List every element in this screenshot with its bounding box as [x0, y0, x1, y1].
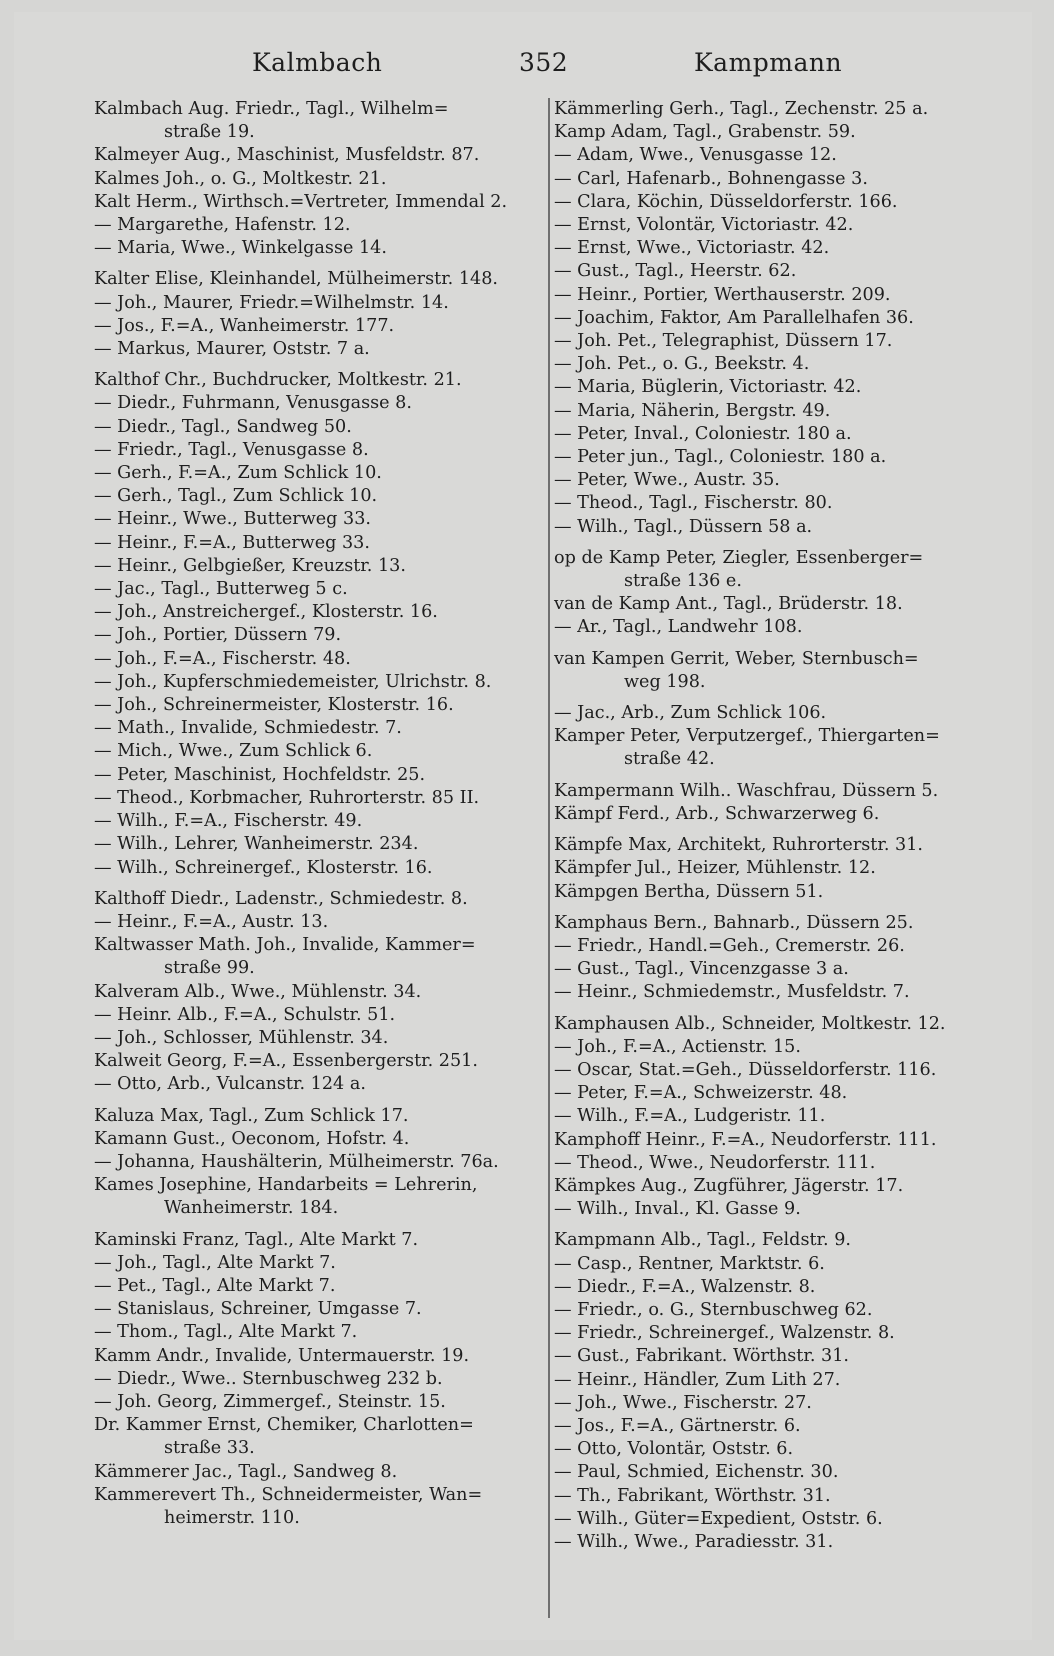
directory-entry: Kämmerer Jac., Tagl., Sandweg 8.	[94, 1461, 398, 1482]
right-column	[554, 98, 984, 1554]
directory-entry: van Kampen Gerrit, Weber, Sternbusch=	[554, 648, 919, 669]
directory-entry: — Joh. Pet., Telegraphist, Düssern 17.	[554, 331, 893, 352]
directory-entry: — Ernst, Wwe., Victoriastr. 42.	[554, 238, 830, 259]
directory-entry: — Thom., Tagl., Alte Markt 7.	[94, 1322, 358, 1343]
header-right-keyword: Kampmann	[694, 48, 843, 77]
directory-entry: — Th., Fabrikant, Wörthstr. 31.	[554, 1485, 831, 1506]
directory-entry: — Peter jun., Tagl., Coloniestr. 180 a.	[554, 447, 887, 468]
directory-entry: — Gust., Tagl., Heerstr. 62.	[554, 261, 797, 282]
directory-entry: — Peter, F.=A., Schweizerstr. 48.	[554, 1083, 848, 1104]
directory-entry: — Theod., Wwe., Neudorferstr. 111.	[554, 1152, 876, 1173]
directory-entry: Kampmann Alb., Tagl., Feldstr. 9.	[554, 1230, 851, 1251]
directory-entry: Kämpkes Aug., Zugführer, Jägerstr. 17.	[554, 1175, 904, 1196]
directory-entry: Kalter Elise, Kleinhandel, Mülheimerstr. 148.	[94, 269, 499, 290]
page-header	[14, 40, 1032, 80]
column-divider	[548, 98, 550, 1618]
directory-entry: — Heinr., Händler, Zum Lith 27.	[554, 1369, 841, 1390]
directory-entry: — Carl, Hafenarb., Bohnengasse 3.	[554, 168, 868, 189]
directory-entry: Kamp Adam, Tagl., Grabenstr. 59.	[554, 122, 856, 143]
directory-entry: — Clara, Köchin, Düsseldorferstr. 166.	[554, 191, 898, 212]
directory-entry-continuation: straße 19.	[164, 122, 255, 143]
directory-entry: — Diedr., Fuhrmann, Venusgasse 8.	[94, 393, 412, 414]
directory-entry: — Heinr., F.=A., Austr. 13.	[94, 911, 329, 932]
directory-entry: Kalweit Georg, F.=A., Essenbergerstr. 251.	[94, 1051, 478, 1072]
directory-entry: — Wilh., F.=A., Ludgeristr. 11.	[554, 1106, 826, 1127]
directory-entry: — Wilh., Güter=Expedient, Oststr. 6.	[554, 1508, 883, 1529]
directory-entry: — Casp., Rentner, Marktstr. 6.	[554, 1253, 825, 1274]
directory-entry: — Heinr., F.=A., Butterweg 33.	[94, 532, 370, 553]
directory-entry: — Joh., Kupferschmiedemeister, Ulrichstr. 8.	[94, 671, 492, 692]
directory-entry: Kamphausen Alb., Schneider, Moltkestr. 12.	[554, 1013, 946, 1034]
directory-entry: — Joh. Georg, Zimmergef., Steinstr. 15.	[94, 1391, 446, 1412]
directory-entry: — Joh., F.=A., Actienstr. 15.	[554, 1036, 801, 1057]
directory-entry: — Wilh., Wwe., Paradiesstr. 31.	[554, 1531, 834, 1552]
directory-entry: — Wilh., Inval., Kl. Gasse 9.	[554, 1199, 801, 1220]
directory-entry: — Heinr. Alb., F.=A., Schulstr. 51.	[94, 1004, 396, 1025]
directory-entry: — Joachim, Faktor, Am Parallelhafen 36.	[554, 307, 914, 328]
directory-entry: Kalthof Chr., Buchdrucker, Moltkestr. 21.	[94, 370, 462, 391]
directory-entry: Kalmeyer Aug., Maschinist, Musfeldstr. 87.	[94, 145, 480, 166]
directory-entry: — Ar., Tagl., Landwehr 108.	[554, 617, 803, 638]
directory-entry: Kalt Herm., Wirthsch.=Vertreter, Immendal 2.	[94, 191, 508, 212]
directory-entry: Dr. Kammer Ernst, Chemiker, Charlotten=	[94, 1415, 474, 1436]
directory-entry: — Peter, Wwe., Austr. 35.	[554, 470, 780, 491]
header-left-keyword: Kalmbach	[252, 48, 383, 77]
directory-entry: — Joh. Pet., o. G., Beekstr. 4.	[554, 354, 810, 375]
directory-entry: — Gust., Tagl., Vincenzgasse 3 a.	[554, 959, 849, 980]
directory-entry: — Maria, Näherin, Bergstr. 49.	[554, 400, 831, 421]
directory-entry: — Theod., Korbmacher, Ruhrorterstr. 85 II.	[94, 787, 480, 808]
directory-entry: Kämmerling Gerh., Tagl., Zechenstr. 25 a.	[554, 99, 929, 119]
directory-entry: — Oscar, Stat.=Geh., Düsseldorferstr. 116.	[554, 1059, 937, 1080]
directory-entry-continuation: Wanheimerstr. 184.	[164, 1198, 339, 1219]
directory-entry: — Joh., Wwe., Fischerstr. 27.	[554, 1392, 812, 1413]
directory-entry: Kamphoff Heinr., F.=A., Neudorferstr. 111.	[554, 1129, 937, 1150]
directory-entry: Kalmbach Aug. Friedr., Tagl., Wilhelm=	[94, 99, 449, 119]
directory-page	[14, 12, 1032, 1640]
directory-entry: — Gust., Fabrikant. Wörthstr. 31.	[554, 1346, 850, 1367]
directory-entry: — Joh., F.=A., Fischerstr. 48.	[94, 648, 351, 669]
directory-entry: — Ernst, Volontär, Victoriastr. 42.	[554, 215, 854, 236]
directory-entry: — Wilh., F.=A., Fischerstr. 49.	[94, 811, 363, 832]
directory-entry: — Paul, Schmied, Eichenstr. 30.	[554, 1462, 839, 1483]
directory-entry: — Heinr., Gelbgießer, Kreuzstr. 13.	[94, 555, 406, 576]
directory-entry: — Stanislaus, Schreiner, Umgasse 7.	[94, 1299, 422, 1320]
directory-entry: Kämpf Ferd., Arb., Schwarzerweg 6.	[554, 803, 880, 824]
directory-entry: — Friedr., Handl.=Geh., Cremerstr. 26.	[554, 935, 905, 956]
directory-entry: Kämpgen Bertha, Düssern 51.	[554, 881, 824, 902]
directory-entry: — Jac., Arb., Zum Schlick 106.	[554, 703, 827, 724]
directory-entry: — Jac., Tagl., Butterweg 5 c.	[94, 579, 348, 600]
directory-entry: Kämpfer Jul., Heizer, Mühlenstr. 12.	[554, 858, 876, 879]
directory-entry: Kalmes Joh., o. G., Moltkestr. 21.	[94, 168, 387, 189]
left-column	[94, 98, 526, 1530]
directory-entry: — Heinr., Schmiedemstr., Musfeldstr. 7.	[554, 982, 910, 1003]
directory-entry: — Joh., Schreinermeister, Klosterstr. 16.	[94, 695, 454, 716]
directory-entry: op de Kamp Peter, Ziegler, Essenberger=	[554, 547, 924, 568]
directory-entry: — Friedr., Tagl., Venusgasse 8.	[94, 439, 369, 460]
directory-entry: Kamm Andr., Invalide, Untermauerstr. 19.	[94, 1345, 470, 1366]
directory-entry: — Wilh., Schreinergef., Klosterstr. 16.	[94, 857, 433, 878]
directory-entry: — Diedr., Wwe.. Sternbuschweg 232 b.	[94, 1368, 443, 1389]
directory-entry: — Diedr., Tagl., Sandweg 50.	[94, 416, 352, 437]
directory-entry: — Joh., Portier, Düssern 79.	[94, 625, 342, 646]
directory-entry: — Peter, Inval., Coloniestr. 180 a.	[554, 423, 852, 444]
directory-entry: — Heinr., Portier, Werthauserstr. 209.	[554, 284, 891, 305]
directory-entry: Kaltwasser Math. Joh., Invalide, Kammer=	[94, 935, 476, 956]
directory-entry: Kampermann Wilh.. Waschfrau, Düssern 5.	[554, 780, 939, 801]
directory-entry: Kamper Peter, Verputzergef., Thiergarten=	[554, 726, 940, 747]
directory-entry: — Margarethe, Hafenstr. 12.	[94, 215, 351, 236]
directory-entry: Kämpfe Max, Architekt, Ruhrorterstr. 31.	[554, 835, 923, 856]
directory-entry: — Peter, Maschinist, Hochfeldstr. 25.	[94, 764, 426, 785]
directory-entry: — Heinr., Wwe., Butterweg 33.	[94, 509, 372, 530]
directory-entry: Kaluza Max, Tagl., Zum Schlick 17.	[94, 1105, 409, 1126]
directory-entry: — Joh., Schlosser, Mühlenstr. 34.	[94, 1027, 389, 1048]
directory-entry-continuation: heimerstr. 110.	[164, 1507, 300, 1528]
directory-entry: — Diedr., F.=A., Walzenstr. 8.	[554, 1276, 816, 1297]
page-number: 352	[519, 48, 569, 77]
directory-entry: — Pet., Tagl., Alte Markt 7.	[94, 1275, 336, 1296]
directory-entry: — Math., Invalide, Schmiedestr. 7.	[94, 718, 402, 739]
directory-entry: — Friedr., o. G., Sternbuschweg 62.	[554, 1299, 873, 1320]
directory-entry-continuation: straße 42.	[624, 749, 715, 770]
directory-entry-continuation: weg 198.	[624, 671, 706, 692]
directory-entry: — Gerh., F.=A., Zum Schlick 10.	[94, 463, 382, 484]
directory-entry: — Jos., F.=A., Gärtnerstr. 6.	[554, 1415, 801, 1436]
directory-entry-continuation: straße 99.	[164, 958, 255, 979]
directory-entry-continuation: straße 136 e.	[624, 571, 742, 592]
directory-entry: — Theod., Tagl., Fischerstr. 80.	[554, 493, 833, 514]
directory-entry: — Maria, Büglerin, Victoriastr. 42.	[554, 377, 862, 398]
directory-entry: — Mich., Wwe., Zum Schlick 6.	[94, 741, 373, 762]
directory-entry: — Wilh., Tagl., Düssern 58 a.	[554, 516, 813, 537]
directory-entry: — Gerh., Tagl., Zum Schlick 10.	[94, 486, 378, 507]
directory-entry: Kamann Gust., Oeconom, Hofstr. 4.	[94, 1128, 410, 1149]
directory-entry: — Wilh., Lehrer, Wanheimerstr. 234.	[94, 834, 419, 855]
directory-entry: — Joh., Maurer, Friedr.=Wilhelmstr. 14.	[94, 292, 449, 313]
directory-entry: — Friedr., Schreinergef., Walzenstr. 8.	[554, 1323, 895, 1344]
directory-entry: — Jos., F.=A., Wanheimerstr. 177.	[94, 315, 395, 336]
directory-entry: van de Kamp Ant., Tagl., Brüderstr. 18.	[554, 594, 903, 615]
directory-entry: Kalthoff Diedr., Ladenstr., Schmiedestr. 8.	[94, 888, 468, 909]
directory-entry: — Markus, Maurer, Oststr. 7 a.	[94, 339, 370, 360]
directory-entry: Kalveram Alb., Wwe., Mühlenstr. 34.	[94, 981, 422, 1002]
directory-entry: Kames Josephine, Handarbeits = Lehrerin,	[94, 1175, 478, 1196]
directory-entry: — Joh., Tagl., Alte Markt 7.	[94, 1252, 336, 1273]
directory-entry: — Maria, Wwe., Winkelgasse 14.	[94, 238, 387, 259]
directory-entry: — Otto, Volontär, Oststr. 6.	[554, 1439, 794, 1460]
directory-entry: — Joh., Anstreichergef., Klosterstr. 16.	[94, 602, 438, 623]
directory-entry: — Otto, Arb., Vulcanstr. 124 a.	[94, 1074, 366, 1095]
directory-entry: — Adam, Wwe., Venusgasse 12.	[554, 145, 837, 166]
directory-entry: Kamphaus Bern., Bahnarb., Düssern 25.	[554, 912, 914, 933]
directory-entry-continuation: straße 33.	[164, 1438, 255, 1459]
directory-entry: Kammerevert Th., Schneidermeister, Wan=	[94, 1484, 483, 1505]
directory-entry: — Johanna, Haushälterin, Mülheimerstr. 76a.	[94, 1151, 499, 1172]
directory-entry: Kaminski Franz, Tagl., Alte Markt 7.	[94, 1229, 419, 1250]
